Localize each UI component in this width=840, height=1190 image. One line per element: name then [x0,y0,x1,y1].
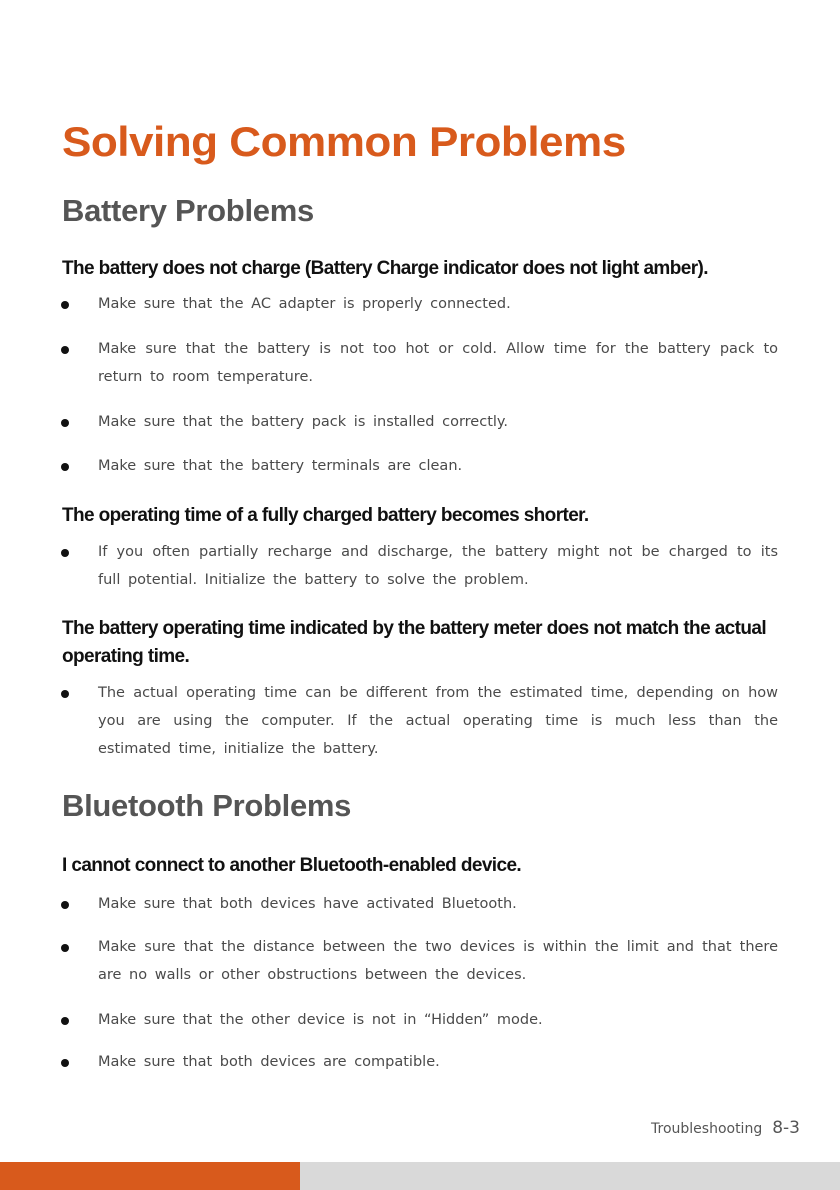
list-item [0,452,840,480]
bullet-icon [61,1017,69,1025]
list-item [0,1006,840,1034]
list-item-text: The actual operating time can be different from the estimated time, depending on how you are using the computer. If the actual operating time is much less than the estimated time, initialize the battery. [98,685,778,757]
bullet-icon [61,463,69,471]
list-item [0,890,840,918]
bluetooth-connect-question: I cannot connect to another Bluetooth-enabled device. [62,855,522,876]
list-item-text: Make sure that the distance between the two devices is within the limit and that there are no walls or other obstructions between the devices. [98,939,778,983]
list-item [0,933,840,989]
list-item-text: Make sure that both devices have activated Bluetooth. [98,896,517,912]
bullet-icon [61,549,69,557]
page-footer [651,1118,800,1138]
footer-section-name: Troubleshooting [651,1121,763,1137]
battery-shorter-question: The operating time of a fully charged battery becomes shorter. [62,505,589,526]
list-item-text: Make sure that the battery terminals are clean. [98,458,463,474]
bullet-icon [61,1059,69,1067]
list-item-text: Make sure that the AC adapter is properly connected. [98,296,511,312]
bullet-icon [61,901,69,909]
list-item [0,1048,840,1076]
list-item [0,408,840,436]
list-item-text: Make sure that both devices are compatible. [98,1054,440,1070]
bullet-icon [61,690,69,698]
footer-accent-bar [0,1162,300,1190]
battery-meter-question: The battery operating time indicated by the battery meter does not match the actual operating time. [62,618,767,667]
bullet-icon [61,346,69,354]
list-item-text: Make sure that the battery pack is installed correctly. [98,414,509,430]
list-item [0,679,840,763]
list-item-text: If you often partially recharge and discharge, the battery might not be charged to its full potential. Initialize the battery to solve the problem. [98,544,778,588]
list-item-text: Make sure that the battery is not too hot or cold. Allow time for the battery pack to return to room temperature. [98,341,778,385]
bullet-icon [61,944,69,952]
footer-gray-bar [300,1162,840,1190]
list-item [0,335,840,391]
bullet-icon [61,301,69,309]
battery-problems-heading: Battery Problems [62,193,314,228]
list-item [0,538,840,594]
list-item-text: Make sure that the other device is not in “Hidden” mode. [98,1012,543,1028]
page-title: Solving Common Problems [62,118,626,165]
bluetooth-problems-heading: Bluetooth Problems [62,788,352,823]
page-number: 8-3 [772,1118,800,1138]
battery-charge-question: The battery does not charge (Battery Charge indicator does not light amber). [62,258,708,279]
list-item [0,290,840,318]
bullet-icon [61,419,69,427]
